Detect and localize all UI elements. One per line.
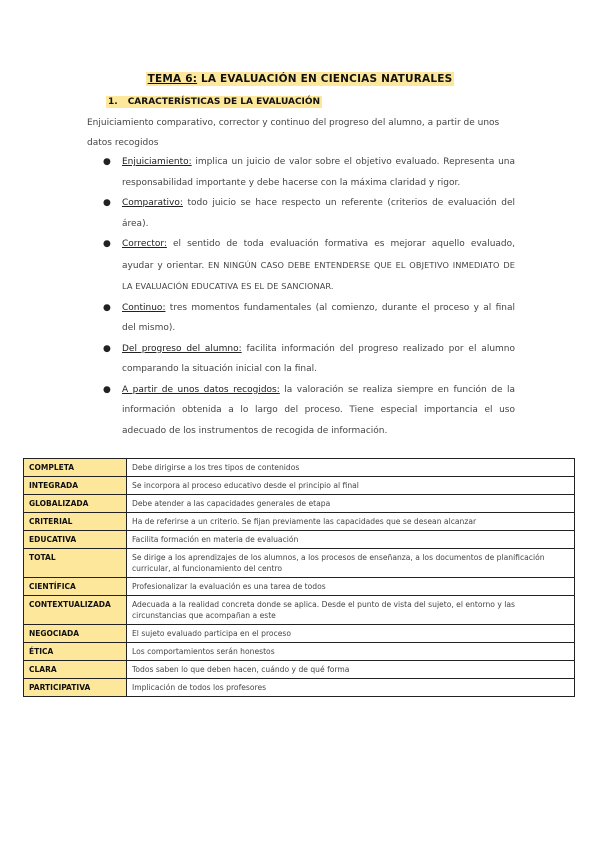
criterion-description: Facilita formación en materia de evaluación — [127, 531, 575, 549]
table-row — [24, 578, 575, 596]
table-row — [24, 661, 575, 679]
criterion-description: Debe atender a las capacidades generales de etapa — [127, 495, 575, 513]
bullet-text-upper: EN NINGÚN CASO DEBE ENTENDERSE QUE EL OBJETIVO INMEDIATO DE LA EVALUACIÓN EDUCATIVA ES EL DE SANCIONAR. — [122, 259, 515, 291]
criterion-description: Todos saben lo que deben hacen, cuándo y de qué forma — [127, 661, 575, 679]
criteria-table — [23, 458, 575, 697]
criterion-name: COMPLETA — [24, 459, 127, 477]
table-row — [24, 459, 575, 477]
criterion-description: Ha de referirse a un criterio. Se fijan previamente las capacidades que se desean alcanzar — [127, 513, 575, 531]
bullet-item — [103, 380, 515, 442]
criteria-table-body — [24, 459, 575, 697]
bullet-icon: ● — [103, 198, 111, 208]
bullet-term: Corrector: — [122, 239, 167, 249]
bullet-text: tres momentos fundamentales (al comienzo, durante el proceso y al final del mismo). — [122, 302, 515, 333]
criterion-description: Adecuada a la realidad concreta donde se aplica. Desde el punto de vista del sujeto, el entorno y las circunstancias que acompañan a este — [127, 596, 575, 625]
criterion-description: Se incorpora al proceso educativo desde el principio al final — [127, 477, 575, 495]
criterion-description: Se dirige a los aprendizajes de los alumnos, a los procesos de enseñanza, a los documentos de planificación curricular, al funcionamiento del centro — [127, 549, 575, 578]
criterion-description: Debe dirigirse a los tres tipos de contenidos — [127, 459, 575, 477]
bullet-icon: ● — [103, 239, 111, 249]
table-row — [24, 679, 575, 697]
criterion-description: El sujeto evaluado participa en el proceso — [127, 625, 575, 643]
bullet-icon: ● — [103, 384, 111, 395]
bullet-item — [103, 193, 515, 234]
bullet-item — [103, 339, 515, 380]
criterion-name: CONTEXTUALIZADA — [24, 596, 127, 625]
bullet-icon: ● — [103, 157, 111, 167]
bullet-text: la valoración se realiza siempre en función de la información obtenida a lo largo del proceso. Tiene especial importancia el uso adecuado de los instrumentos de recogida de información. — [122, 384, 515, 436]
section-label: CARACTERÍSTICAS DE LA EVALUACIÓN — [127, 97, 321, 107]
criterion-name: TOTAL — [24, 549, 127, 578]
table-row — [24, 513, 575, 531]
table-row — [24, 531, 575, 549]
bullet-text: el sentido de toda evaluación formativa es mejorar aquello evaluado, ayudar y orientar. — [122, 239, 515, 271]
table-row — [24, 596, 575, 625]
table-row — [24, 625, 575, 643]
section-heading — [106, 96, 322, 108]
bullet-item — [103, 298, 515, 339]
criterion-name: CIENTÍFICA — [24, 578, 127, 596]
title-prefix: TEMA 6: — [147, 73, 198, 85]
criterion-name: CLARA — [24, 661, 127, 679]
criterion-name: EDUCATIVA — [24, 531, 127, 549]
bullet-term: Del progreso del alumno: — [122, 343, 242, 354]
bullet-term: Enjuiciamiento: — [122, 157, 192, 167]
title-text: LA EVALUACIÓN EN CIENCIAS NATURALES — [197, 73, 453, 85]
bullet-term: Comparativo: — [122, 198, 183, 208]
bullet-list — [103, 152, 515, 441]
bullet-item — [103, 234, 515, 298]
bullet-text: facilita información del progreso realizado por el alumno comparando la situación inicial con la final. — [122, 343, 515, 374]
bullet-item — [103, 152, 515, 193]
criterion-name: INTEGRADA — [24, 477, 127, 495]
section-number: 1. — [108, 97, 118, 107]
bullet-icon: ● — [103, 302, 111, 313]
criterion-name: GLOBALIZADA — [24, 495, 127, 513]
criterion-name: ÉTICA — [24, 643, 127, 661]
page-title — [0, 73, 600, 85]
criterion-description: Implicación de todos los profesores — [127, 679, 575, 697]
table-row — [24, 549, 575, 578]
bullet-text: todo juicio se hace respecto un referente (criterios de evaluación del área). — [122, 198, 515, 229]
criterion-name: NEGOCIADA — [24, 625, 127, 643]
intro-paragraph: Enjuiciamiento comparativo, corrector y continuo del progreso del alumno, a partir de unos datos recogidos — [87, 118, 500, 148]
bullet-icon: ● — [103, 343, 111, 354]
bullet-term: A partir de unos datos recogidos: — [122, 384, 280, 395]
criterion-description: Los comportamientos serán honestos — [127, 643, 575, 661]
table-row — [24, 477, 575, 495]
criterion-name: CRITERIAL — [24, 513, 127, 531]
bullet-term: Continuo: — [122, 302, 166, 313]
bullet-text: implica un juicio de valor sobre el objetivo evaluado. Representa una responsabilidad importante y debe hacerse con la máxima claridad y rigor. — [122, 157, 515, 188]
criterion-description: Profesionalizar la evaluación es una tarea de todos — [127, 578, 575, 596]
criterion-name: PARTICIPATIVA — [24, 679, 127, 697]
table-row — [24, 643, 575, 661]
table-row — [24, 495, 575, 513]
